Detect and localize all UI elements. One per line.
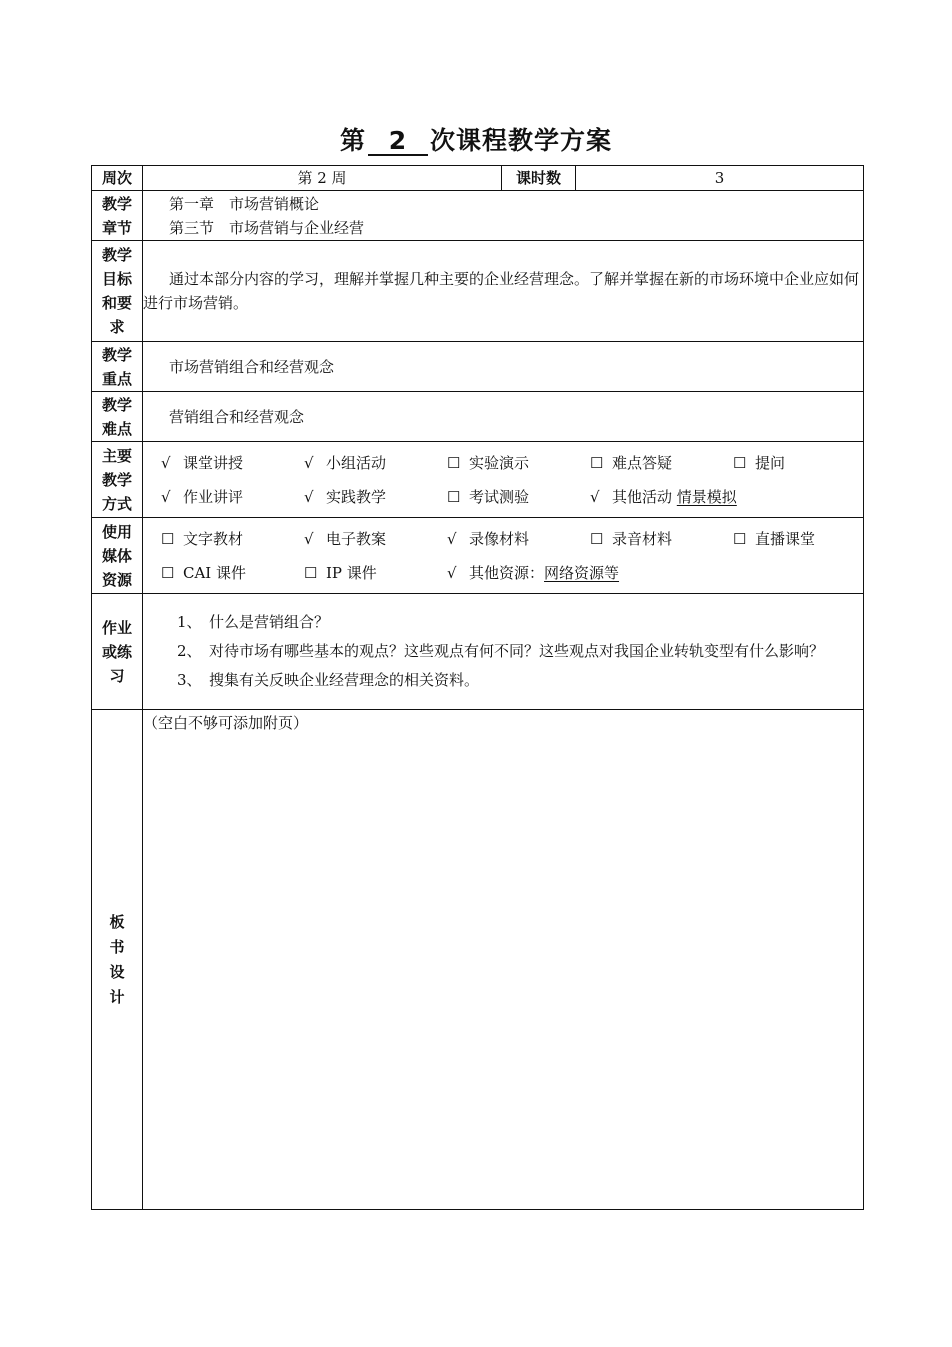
row-homework bbox=[92, 594, 864, 710]
chapter-content bbox=[143, 191, 864, 241]
checkbox-empty-icon: ☐ bbox=[733, 529, 747, 548]
row-week bbox=[92, 166, 864, 191]
homework-item: 1、 什么是营销组合？ bbox=[177, 613, 330, 631]
option-item: ☐ 文字教材 bbox=[161, 522, 304, 556]
chapter-line: 第一章 市场营销概论 bbox=[169, 194, 320, 213]
goals-content bbox=[143, 241, 864, 342]
hours-value: 3 bbox=[576, 166, 864, 191]
key-label: 教学 重点 bbox=[92, 342, 143, 392]
option-item: ☐ 录音材料 bbox=[590, 522, 733, 556]
option-item: ☐ 直播课堂 bbox=[733, 522, 815, 556]
option-item: ☐ 实验演示 bbox=[447, 446, 590, 480]
checkbox-empty-icon: ☐ bbox=[161, 563, 175, 582]
check-mark-icon: √ bbox=[304, 529, 314, 548]
option-item: √ 录像材料 bbox=[447, 522, 590, 556]
option-item: √ 电子教案 bbox=[304, 522, 447, 556]
week-value: 第 2 周 bbox=[143, 166, 502, 191]
methods-row-2 bbox=[143, 480, 863, 514]
checkbox-empty-icon: ☐ bbox=[590, 529, 604, 548]
homework-item: 3、 搜集有关反映企业经营理念的相关资料。 bbox=[177, 671, 480, 689]
option-item: √ 作业讲评 bbox=[161, 480, 304, 514]
key-text: 市场营销组合和经营观念 bbox=[169, 357, 335, 376]
checkbox-empty-icon: ☐ bbox=[161, 529, 175, 548]
option-item: ☐ 难点答疑 bbox=[590, 446, 733, 480]
row-board bbox=[92, 710, 864, 1210]
homework-item: 2、 对待市场有哪些基本的观点？这些观点有何不同？这些观点对我国企业转轨变型有什么影响？ bbox=[177, 642, 825, 660]
check-mark-icon: √ bbox=[161, 487, 171, 506]
option-item: √ 其他资源：网络资源等 bbox=[447, 556, 619, 590]
goals-text: 通过本部分内容的学习，理解并掌握几种主要的企业经营理念。了解并掌握在新的市场环境中企业应如何进行市场营销。 bbox=[143, 270, 860, 312]
row-methods bbox=[92, 442, 864, 518]
check-mark-icon: √ bbox=[447, 529, 457, 548]
methods-label: 主要 教学 方式 bbox=[92, 442, 143, 518]
check-mark-icon: √ bbox=[590, 487, 600, 506]
row-goals bbox=[92, 241, 864, 342]
media-content bbox=[143, 518, 864, 594]
difficulty-content bbox=[143, 392, 864, 442]
checkbox-empty-icon: ☐ bbox=[447, 453, 461, 472]
media-row-2 bbox=[143, 556, 863, 590]
option-item: ☐ CAI 课件 bbox=[161, 556, 304, 590]
option-item: ☐ 提问 bbox=[733, 446, 785, 480]
difficulty-label: 教学 难点 bbox=[92, 392, 143, 442]
hours-label: 课时数 bbox=[502, 166, 576, 191]
option-item: √ 实践教学 bbox=[304, 480, 447, 514]
board-content bbox=[143, 710, 864, 1210]
section-line: 第三节 市场营销与企业经营 bbox=[169, 218, 365, 237]
difficulty-text: 营销组合和经营观念 bbox=[169, 407, 305, 426]
session-number: 2 bbox=[368, 128, 428, 156]
check-mark-icon: √ bbox=[161, 453, 171, 472]
row-difficulty bbox=[92, 392, 864, 442]
title-suffix: 次课程教学方案 bbox=[430, 126, 613, 155]
board-note: （空白不够可添加附页） bbox=[143, 714, 309, 732]
option-item: ☐ IP 课件 bbox=[304, 556, 447, 590]
chapter-label: 教学 章节 bbox=[92, 191, 143, 241]
title-prefix: 第 bbox=[339, 126, 366, 155]
row-media bbox=[92, 518, 864, 594]
checkbox-empty-icon: ☐ bbox=[304, 563, 318, 582]
checkbox-empty-icon: ☐ bbox=[447, 487, 461, 506]
row-key bbox=[92, 342, 864, 392]
homework-label: 作业 或练 习 bbox=[92, 594, 143, 710]
check-mark-icon: √ bbox=[304, 487, 314, 506]
key-content bbox=[143, 342, 864, 392]
checkbox-empty-icon: ☐ bbox=[733, 453, 747, 472]
methods-row-1 bbox=[143, 446, 863, 480]
week-label: 周次 bbox=[92, 166, 143, 191]
option-item: √ 小组活动 bbox=[304, 446, 447, 480]
homework-content bbox=[143, 594, 864, 710]
goals-label: 教学 目标 和要 求 bbox=[92, 241, 143, 342]
media-row-1 bbox=[143, 522, 863, 556]
option-item: √ 其他活动 情景模拟 bbox=[590, 480, 737, 514]
teaching-plan-table bbox=[91, 165, 864, 1210]
media-label: 使用 媒体 资源 bbox=[92, 518, 143, 594]
check-mark-icon: √ bbox=[447, 563, 457, 582]
other-resource-value: 网络资源等 bbox=[544, 563, 620, 582]
methods-content bbox=[143, 442, 864, 518]
board-label: 板 书 设 计 bbox=[92, 710, 143, 1210]
checkbox-empty-icon: ☐ bbox=[590, 453, 604, 472]
option-item: ☐ 考试测验 bbox=[447, 480, 590, 514]
check-mark-icon: √ bbox=[304, 453, 314, 472]
row-chapter bbox=[92, 191, 864, 241]
other-activity-value: 情景模拟 bbox=[676, 487, 737, 506]
option-item: √ 课堂讲授 bbox=[161, 446, 304, 480]
page-title bbox=[0, 124, 952, 158]
